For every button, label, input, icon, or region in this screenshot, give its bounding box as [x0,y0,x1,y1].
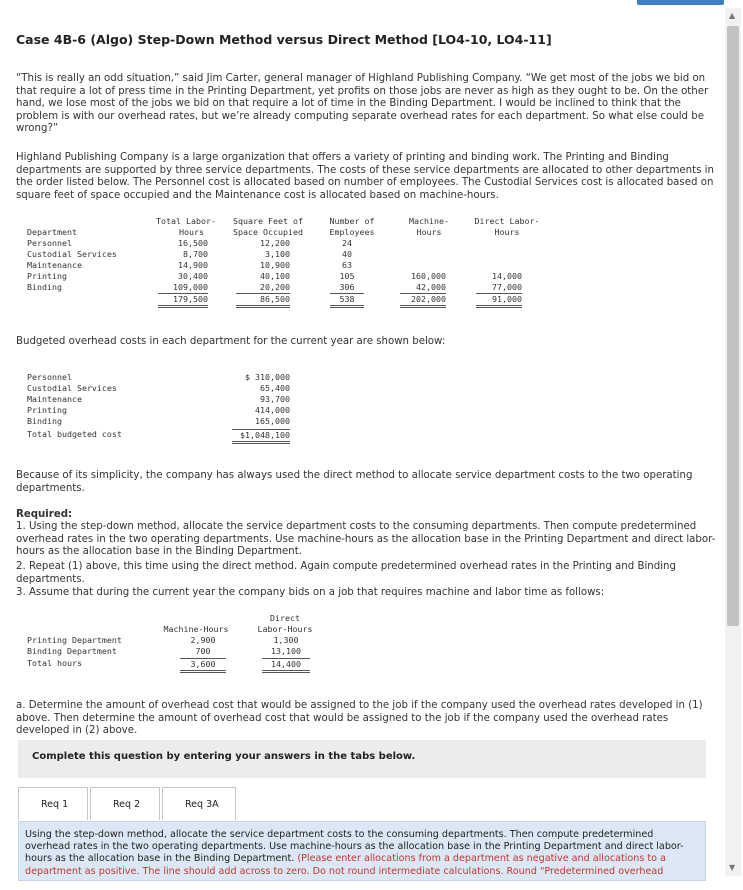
total-square-feet: 86,500 [236,293,290,308]
dept-employees: 24 [342,238,352,248]
scroll-up-arrow-icon[interactable]: ▲ [729,11,736,20]
dept-name: Maintenance [27,260,82,270]
tab-instructions: Using the step-down method, allocate the service department costs to the consuming departments. Then compute predetermined overhead rates in the two operating departments. Use machine-hours as the allocation base in the Printing Department and direct labor-hours as the allocation base in the Binding Department. [25,829,684,865]
budget-intro: Budgeted overhead costs in each department for the current year are shown below: [16,336,446,347]
job-dept-label: Binding Department [27,646,117,656]
instructions-banner [18,740,706,778]
tab-panel-instructions [18,821,706,881]
dept-employees: 40 [342,249,352,259]
job-direct-labor-hours: 13,100 [271,646,301,656]
budget-total-value: $1,048,100 [232,429,290,444]
budget-dept-label: Maintenance [27,394,82,404]
dept-labor-hours: 30,400 [178,271,208,281]
part-a-paragraph: a. Determine the amount of overhead cost that would be assigned to the job if the company used the overhead rates developed in (1) above. Then determine the amount of overhead cost that would be assigned to the job if the company used the overhead rates developed in (2) above. [16,700,703,737]
col-header-sqft-2: Space Occupied [233,227,303,237]
answer-tabs [18,787,706,821]
scroll-down-arrow-icon[interactable]: ▼ [729,863,736,872]
tab-req-2[interactable]: Req 2 [90,787,160,820]
job-direct-labor-hours: 1,300 [273,635,299,645]
col-header-machine-hours-2: Hours [416,227,442,237]
intro-paragraph: “This is really an odd situation,” said Jim Carter, general manager of Highland Publishing Company. “We get most of the jobs we bid on that require a lot of press time in the Printing Department, yet profits on those jobs are never as high as they ought to be. On the other hand, we lose most of the jobs we bid on that require a lot of time in the Binding Department. I would be inclined to think that the problem is with our overhead rates, but we’re already computing separate overhead rates for each department. So what else could be wrong?” [16,73,709,135]
budget-total-label: Total budgeted cost [27,429,122,439]
job-header-machine-hours: Machine-Hours [163,624,229,634]
dept-machine-hours: 160,000 [411,271,446,281]
dept-labor-hours: 16,500 [178,238,208,248]
dept-direct-labor-hours: 14,000 [492,271,522,281]
required-item-1: 1. Using the step-down method, allocate the service department costs to the consuming departments. Then compute predetermined overhead rates in the two operating departments. Use machine-hours as the allocation base in the Printing Department and direct labor-hours as the allocation base in the Binding Department. [16,521,716,558]
col-header-employees-1: Number of [329,216,375,226]
instructions-text: Complete this question by entering your answers in the tabs below. [32,751,416,762]
tab-panel-text [25,829,699,878]
dept-employees: 306 [339,282,355,292]
job-header-direct-2: Labor-Hours [257,624,313,634]
total-labor-hours: 179,500 [158,293,208,308]
col-header-employees-2: Employees [329,227,375,237]
total-employees: 538 [330,293,364,308]
simplicity-paragraph: Because of its simplicity, the company has always used the direct method to allocate service department costs to the two operating departments. [16,470,693,494]
job-header-direct-1: Direct [270,613,300,623]
tab-req-3a[interactable]: Req 3A [162,787,236,820]
dept-labor-hours: 14,900 [178,260,208,270]
dept-square-feet: 20,200 [260,282,290,292]
job-dept-label: Printing Department [27,635,122,645]
dept-square-feet: 3,100 [265,249,290,259]
budget-dept-value: 93,700 [260,394,290,404]
dept-machine-hours: 42,000 [416,282,446,292]
required-item-3: 3. Assume that during the current year the company bids on a job that requires machine and labor time as follows: [16,587,605,598]
job-machine-hours: 2,900 [190,635,216,645]
col-header-sqft-1: Square Feet of [233,216,303,226]
required-item-2: 2. Repeat (1) above, this time using the direct method. Again compute predetermined overhead rates in the Printing and Binding departments. [16,561,676,585]
dept-name: Binding [27,282,62,292]
budget-dept-label: Binding [27,416,62,426]
budget-dept-value: 414,000 [255,405,290,415]
total-direct-labor-hours: 91,000 [476,293,522,308]
dept-name: Custodial Services [27,249,117,259]
col-header-direct-labor-2: Hours [494,227,520,237]
budget-dept-label: Personnel [27,372,72,382]
total-machine-hours: 202,000 [400,293,446,308]
dept-employees: 63 [342,260,352,270]
scrollbar-thumb[interactable] [727,26,739,626]
dept-direct-labor-hours: 77,000 [492,282,522,292]
tab-req-1[interactable]: Req 1 [18,787,88,820]
budget-dept-label: Custodial Services [27,383,117,393]
budget-dept-value: 65,400 [260,383,290,393]
dept-name: Printing [27,271,67,281]
dept-labor-hours: 8,700 [183,249,208,259]
dept-employees: 105 [339,271,355,281]
col-header-labor-hours-2: Hours [179,227,204,237]
dept-name: Personnel [27,238,72,248]
col-header-labor-hours-1: Total Labor- [156,216,216,226]
job-total-machine-hours: 3,600 [180,658,226,673]
dept-square-feet: 40,100 [260,271,290,281]
page-title: Case 4B-6 (Algo) Step-Down Method versus Direct Method [LO4-10, LO4-11] [16,32,552,47]
budget-dept-label: Printing [27,405,67,415]
dept-square-feet: 12,200 [260,238,290,248]
job-machine-hours: 700 [195,646,211,656]
dept-labor-hours: 109,000 [173,282,208,292]
budget-dept-value: $ 310,000 [245,372,290,382]
col-header-direct-labor-1: Direct Labor- [474,216,540,226]
description-paragraph: Highland Publishing Company is a large organization that offers a variety of printing and binding work. The Printing and Binding departments are supported by three service departments. The costs of these service departments are allocated to other departments in the order listed below. The Personnel cost is allocated based on number of employees. The Custodial Services cost is allocated based on square feet of space occupied and the Maintenance cost is allocated based on machine-hours. [16,152,714,201]
job-total-label: Total hours [27,658,82,668]
budget-dept-value: 165,000 [255,416,290,426]
dept-square-feet: 10,900 [260,260,290,270]
required-label: Required: [16,509,73,520]
col-header-department: Department [27,227,77,237]
job-total-direct-labor-hours: 14,400 [262,658,310,673]
tab-note: (Please enter allocations from a department as negative and allocations to a department as positive. The line should add across to zero. Do not round intermediate calculations. Round "Predetermined overhead [25,853,666,877]
col-header-machine-hours-1: Machine- [409,216,449,226]
